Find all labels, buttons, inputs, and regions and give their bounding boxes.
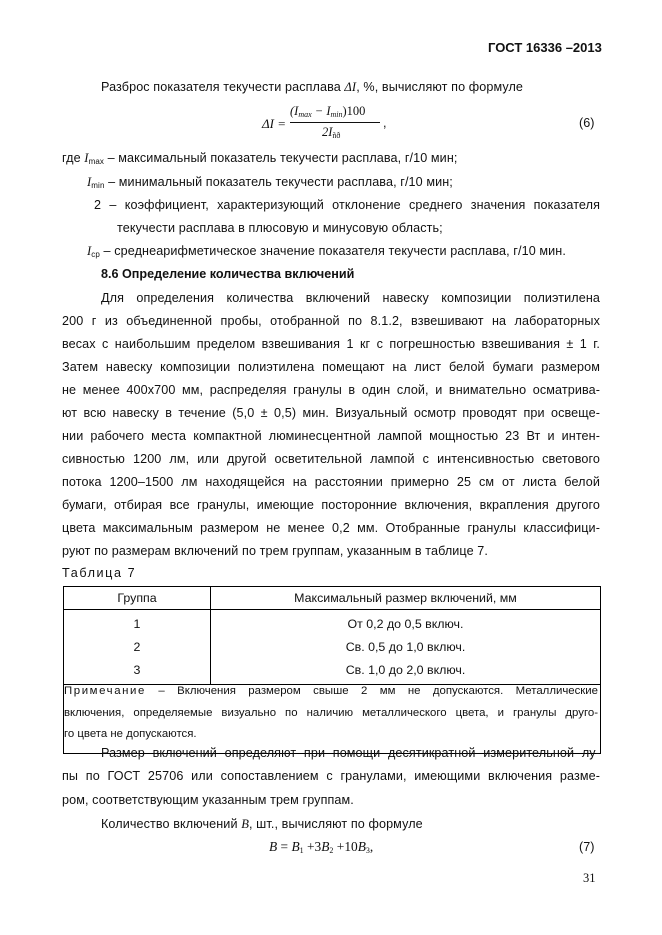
table-note-label: Примечание xyxy=(64,685,146,697)
definition-coefficient-line1: 2 – коэффициент, характеризующий отклонение среднего значения показателя xyxy=(94,198,600,212)
intro-text-after: , %, вычисляют по формуле xyxy=(356,80,524,94)
table-note xyxy=(64,681,598,746)
cell-group: 3 xyxy=(64,658,211,685)
count-formula-intro: Количество включений B, шт., вычисляют по формуле xyxy=(101,817,423,831)
paragraph-line: нии рабочего места компактной люминесцентной лампой мощностью 23 Вт и интен- xyxy=(62,429,600,443)
paragraph-line: ром, соответствующим указанным трем группам. xyxy=(62,793,354,807)
definition-imin: $I_{min}$ – минимальный показатель текучести расплава, г/10 мин; xyxy=(87,175,453,190)
formula-6-comma: , xyxy=(383,116,387,130)
intro-text xyxy=(101,80,523,95)
table-caption: Таблица 7 xyxy=(62,566,137,580)
table-row xyxy=(64,635,601,658)
paragraph-line: не менее 400х700 мм, распределяя гранулы в один слой, и внимательно осматрива- xyxy=(62,383,600,397)
cell-size: От 0,2 до 0,5 включ. xyxy=(211,610,601,636)
cell-size: Св. 0,5 до 1,0 включ. xyxy=(211,635,601,658)
paragraph-line: руют по размерам включений по трем группам, указанным в таблице 7. xyxy=(62,544,489,558)
paragraph-line: сивностью 1200 лм, или другой осветительной лампой с интенсивностью светового xyxy=(62,452,600,466)
formula-6-fraction-bar xyxy=(290,122,380,123)
cell-size: Св. 1,0 до 2,0 включ. xyxy=(211,658,601,685)
definition-imax: где $I_{max}$ – максимальный показатель текучести расплава, г/10 мин; xyxy=(62,151,458,166)
formula-6-lhs: ΔI = xyxy=(262,116,286,131)
header-group: Группа xyxy=(64,587,211,610)
table-note-line2: включения, определяемые визуально по наличию металлического цвета, и гранулы друго- xyxy=(64,706,598,719)
delta-i-symbol: ΔI xyxy=(344,80,357,94)
paragraph-line: весах с наибольшим пределом взвешивания 1 кг с погрешностью взвешивания ± 1 г. xyxy=(62,337,600,351)
paragraph-line: ют всю навеску в течение (5,0 ± 0,5) мин. Визуальный осмотр проводят при освеще- xyxy=(62,406,600,420)
formula-7: $B = B_1 +3B_2 +10B_3$, xyxy=(269,839,374,855)
intro-text-before: Разброс показателя текучести расплава xyxy=(101,80,345,94)
page-number: 31 xyxy=(583,871,596,885)
section-heading: 8.6 Определение количества включений xyxy=(101,267,355,281)
paragraph-line: цвета максимальным размером не менее 0,2 мм. Отобранные гранулы классифици- xyxy=(62,521,600,535)
cell-group: 2 xyxy=(64,635,211,658)
table-note-line3: го цвета не допускаются. xyxy=(64,728,197,740)
cell-group: 1 xyxy=(64,610,211,636)
paragraph-line: бумаги, отбирая все гранулы, имеющие посторонние включения, вкрапления другого xyxy=(62,498,600,512)
formula-6-numerator: $(I_{max} - I_{min})100$ xyxy=(290,104,366,119)
paragraph-line: 200 г из объединенной пробы, отобранной по 8.1.2, взвешивают на лабораторных xyxy=(62,314,600,328)
header-max-size: Максимальный размер включений, мм xyxy=(211,587,601,610)
table-header-row xyxy=(64,587,601,610)
formula-6-denominator: $2I_{ñð}$ xyxy=(322,125,341,140)
formula-6-number: (6) xyxy=(579,116,595,130)
formula-7-number: (7) xyxy=(579,840,595,854)
table-row xyxy=(64,610,601,636)
paragraph-line: Для определения количества включений навеску композиции полиэтилена xyxy=(101,291,600,305)
paragraph-line: Затем навеску композиции полиэтилена помещают на лист белой бумаги размером xyxy=(62,360,600,374)
paragraph-line: потока 1200–1500 лм находящейся на расстоянии примерно 25 см от листа белой xyxy=(62,475,600,489)
document-code: ГОСТ 16336 –2013 xyxy=(488,40,602,55)
definition-icp: $I_{ср}$ – среднеарифметическое значение показателя текучести расплава, г/10 мин. xyxy=(87,244,566,259)
paragraph-line: пы по ГОСТ 25706 или сопоставлением с гранулами, имеющими включения разме- xyxy=(62,769,600,783)
definition-coefficient-line2: текучести расплава в плюсовую и минусовую область; xyxy=(117,221,443,235)
paragraph-line: Размер включений определяют при помощи десятикратной измерительной лу- xyxy=(101,746,600,760)
table-note-line1: Примечание – Включения размером свыше 2 мм не допускаются. Металлические xyxy=(64,685,598,697)
